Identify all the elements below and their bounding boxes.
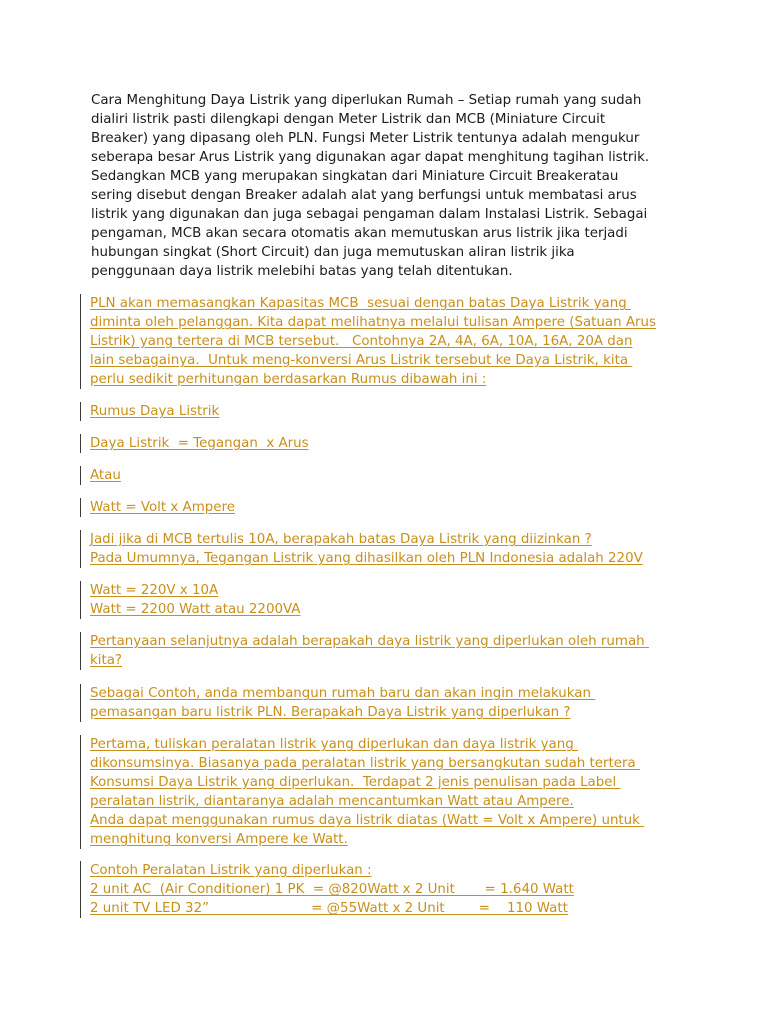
link-line[interactable]: Watt = Volt x Ampere (90, 500, 235, 515)
link-block-first-step (80, 735, 644, 849)
link-line[interactable]: Anda dapat menggunakan rumus daya listrik diatas (Watt = Volt x Ampere) untuk (90, 813, 645, 828)
link-line[interactable]: kita? (90, 653, 123, 668)
link-line[interactable]: pemasangan baru listrik PLN. Berapakah Daya Listrik yang diperlukan ? (90, 705, 571, 720)
intro-paragraph (91, 91, 691, 281)
link-line[interactable]: Listrik) yang tertera di MCB tersebut. Contohnya 2A, 4A, 6A, 10A, 16A, 20A dan (90, 334, 633, 349)
link-line[interactable]: Watt = 2200 Watt atau 2200VA (90, 602, 301, 617)
link-line[interactable]: Contoh Peralatan Listrik yang diperlukan : (90, 863, 372, 878)
paragraph-line: Sedangkan MCB yang merupakan singkatan dari Miniature Circuit Breakeratau (91, 169, 619, 184)
link-line[interactable]: peralatan listrik, diantaranya adalah mencantumkan Watt atau Ampere. (90, 794, 574, 809)
link-line[interactable]: Daya Listrik = Tegangan x Arus (90, 436, 309, 451)
link-line[interactable]: perlu sedikit perhitungan berdasarkan Rumus dibawah ini : (90, 372, 487, 387)
link-line[interactable]: PLN akan memasangkan Kapasitas MCB sesuai dengan batas Daya Listrik yang (90, 296, 631, 311)
link-line[interactable]: Watt = 220V x 10A (90, 583, 219, 598)
link-block-example-house (80, 684, 595, 722)
link-line[interactable]: Pertama, tuliskan peralatan listrik yang diperlukan dan daya listrik yang (90, 737, 578, 752)
paragraph-line: penggunaan daya listrik melebihi batas yang telah ditentukan. (91, 264, 513, 279)
paragraph-line: sering disebut dengan Breaker adalah alat yang berfungsi untuk membatasi arus (91, 188, 637, 203)
paragraph-line: seberapa besar Arus Listrik yang digunakan agar dapat menghitung tagihan listrik. (91, 150, 650, 165)
paragraph-line: Cara Menghitung Daya Listrik yang diperlukan Rumah – Setiap rumah yang sudah (91, 93, 642, 108)
link-line[interactable]: menghitung konversi Ampere ke Watt. (90, 832, 348, 847)
paragraph-line: dialiri listrik pasti dilengkapi dengan Meter Listrik dan MCB (Miniature Circuit (91, 112, 606, 127)
link-block-or (80, 466, 121, 485)
link-block-formula-title (80, 402, 219, 421)
link-block-formula (80, 434, 309, 453)
link-line[interactable]: Pada Umumnya, Tegangan Listrik yang dihasilkan oleh PLN Indonesia adalah 220V (90, 551, 643, 566)
paragraph-line: Breaker) yang dipasang oleh PLN. Fungsi Meter Listrik tentunya adalah mengukur (91, 131, 640, 146)
link-line[interactable]: lain sebagainya. Untuk meng-konversi Arus Listrik tersebut ke Daya Listrik, kita (90, 353, 633, 368)
link-line[interactable]: Jadi jika di MCB tertulis 10A, berapakah batas Daya Listrik yang diizinkan ? (90, 532, 592, 547)
link-line[interactable]: Konsumsi Daya Listrik yang diperlukan. Terdapat 2 jenis penulisan pada Label (90, 775, 621, 790)
link-block-watt-formula (80, 498, 235, 517)
link-line[interactable]: 2 unit AC (Air Conditioner) 1 PK = @820Watt x 2 Unit = 1.640 Watt (90, 882, 574, 897)
paragraph-line: listrik yang digunakan dan juga sebagai pengaman dalam Instalasi Listrik. Sebagai (91, 207, 648, 222)
link-line[interactable]: 2 unit TV LED 32” = @55Watt x 2 Unit = 110 Watt (90, 901, 568, 916)
link-block-example-question (80, 530, 643, 568)
link-block-calculation (80, 581, 300, 619)
link-line[interactable]: diminta oleh pelanggan. Kita dapat melihatnya melalui tulisan Ampere (Satuan Arus (90, 315, 656, 330)
paragraph-line: pengaman, MCB akan secara otomatis akan memutuskan arus listrik jika terjadi (91, 226, 628, 241)
link-line[interactable]: Sebagai Contoh, anda membangun rumah baru dan akan ingin melakukan (90, 686, 596, 701)
link-block-next-question (80, 632, 649, 670)
paragraph-line: hubungan singkat (Short Circuit) dan juga memutuskan aliran listrik jika (91, 245, 575, 260)
link-block-mcb-capacity (80, 294, 656, 389)
link-line[interactable]: dikonsumsinya. Biasanya pada peralatan listrik yang bersangkutan sudah tertera (90, 756, 641, 771)
link-line[interactable]: Rumus Daya Listrik (90, 404, 220, 419)
link-block-equipment-example (80, 861, 574, 918)
link-line[interactable]: Pertanyaan selanjutnya adalah berapakah daya listrik yang diperlukan oleh rumah (90, 634, 649, 649)
link-line[interactable]: Atau (90, 468, 121, 483)
